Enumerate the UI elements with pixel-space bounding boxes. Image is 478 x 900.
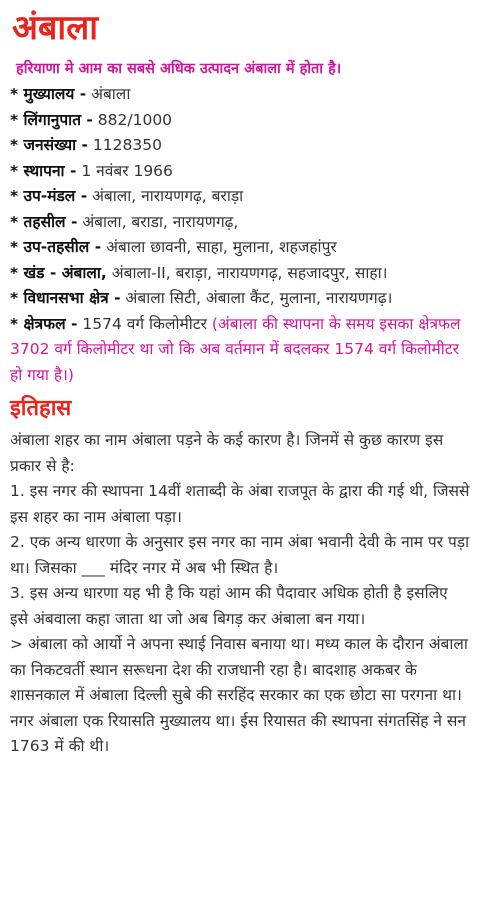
fact-label: * खंड - अंबाला,	[10, 263, 107, 282]
history-paragraph: 2. एक अन्य धारणा के अनुसार इस नगर का नाम अंबा भवानी देवी के नाम पर पड़ा था। जिसका ___ मंदिर नगर में अब भी स्थित है।	[10, 533, 470, 577]
fact-label: * जनसंख्या -	[10, 136, 88, 154]
fact-list	[10, 82, 470, 388]
fact-sub-tehsil	[10, 235, 470, 261]
highlight-fact: हरियाणा मे आम का सबसे अधिक उत्पादन अंबाला में होता है।	[16, 61, 342, 77]
history-paragraph: अंबाला शहर का नाम अंबाला पड़ने के कई कारण है। जिनमें से कुछ कारण इस प्रकार से है:	[10, 431, 444, 475]
fact-established	[10, 159, 470, 185]
fact-value: अंबाला, बराडा, नारायणगढ़,	[77, 212, 239, 231]
fact-note: (अंबाला की स्थापना के समय इसका क्षेत्रफल 3702 वर्ग किलोमीटर था जो कि अब वर्तमान में बदलकर 1574 वर्ग किलोमीटर हो गया है।)	[10, 314, 461, 384]
fact-area	[10, 312, 470, 389]
fact-label: * स्थापना -	[10, 161, 77, 180]
history-paragraph: > अंबाला को आर्यो ने अपना स्थाई निवास बनाया था। मध्य काल के दौरान अंबाला का निकटवर्ती स्थान सरूधना देश की राजधानी रहा है। बादशाह अकबर के शासनकाल में अंबाला दिल्ली सुबे की सरहिंद सरकार का एक छोटा सा परगना था। नगर अंबाला एक रियासति मुख्यालय था। ईस रियासत की स्थापना संगतसिंह ने सन 1763 में की थी।	[10, 635, 468, 755]
fact-population	[10, 133, 470, 159]
fact-value: अंबाला	[86, 85, 131, 103]
fact-tehsil	[10, 210, 470, 236]
fact-value: अंबाला छावनी, साहा, मुलाना, शहजहांपुर	[101, 238, 337, 256]
fact-value: 1574 वर्ग किलोमीटर	[77, 314, 212, 333]
fact-sex-ratio	[10, 108, 470, 134]
fact-blocks	[10, 261, 470, 287]
fact-label: * उप-मंडल -	[10, 187, 88, 205]
fact-label: * विधानसभा क्षेत्र -	[10, 289, 121, 307]
fact-subdivision	[10, 184, 470, 210]
fact-label: * क्षेत्रफल -	[10, 314, 78, 333]
fact-value: अंबाला सिटी, अंबाला कैंट, मुलाना, नारायणगढ़।	[120, 289, 393, 307]
history-paragraph: 1. इस नगर की स्थापना 14वीं शताब्दी के अंबा राजपूत के द्वारा की गई थी, जिससे इस शहर का नाम अंबाला पड़ा।	[10, 482, 470, 526]
fact-value: अंबाला-II, बराड़ा, नारायणगढ़, सहजादपुर, साहा।	[106, 263, 388, 282]
fact-label: * लिंगानुपात -	[10, 110, 93, 129]
history-section	[10, 428, 470, 760]
fact-value: अंबाला, नारायणगढ़, बराड़ा	[87, 187, 244, 205]
page-title: अंबाला	[12, 8, 99, 48]
fact-headquarters	[10, 82, 470, 108]
history-paragraph: 3. इस अन्य धारणा यह भी है कि यहां आम की पैदावार अधिक होती है इसलिए इसे अंबवाला कहा जाता था जो अब बिगड़ कर अंबाला बन गया।	[10, 584, 448, 628]
fact-assembly	[10, 286, 470, 312]
fact-label: * तहसील -	[10, 212, 78, 231]
fact-value: 1 नवंबर 1966	[76, 161, 173, 180]
section-title-history: इतिहास	[10, 396, 72, 421]
fact-value: 882/1000	[92, 110, 173, 129]
fact-label: * उप-तहसील -	[10, 238, 102, 256]
fact-label: * मुख्यालय -	[10, 85, 87, 103]
fact-value: 1128350	[88, 136, 162, 154]
